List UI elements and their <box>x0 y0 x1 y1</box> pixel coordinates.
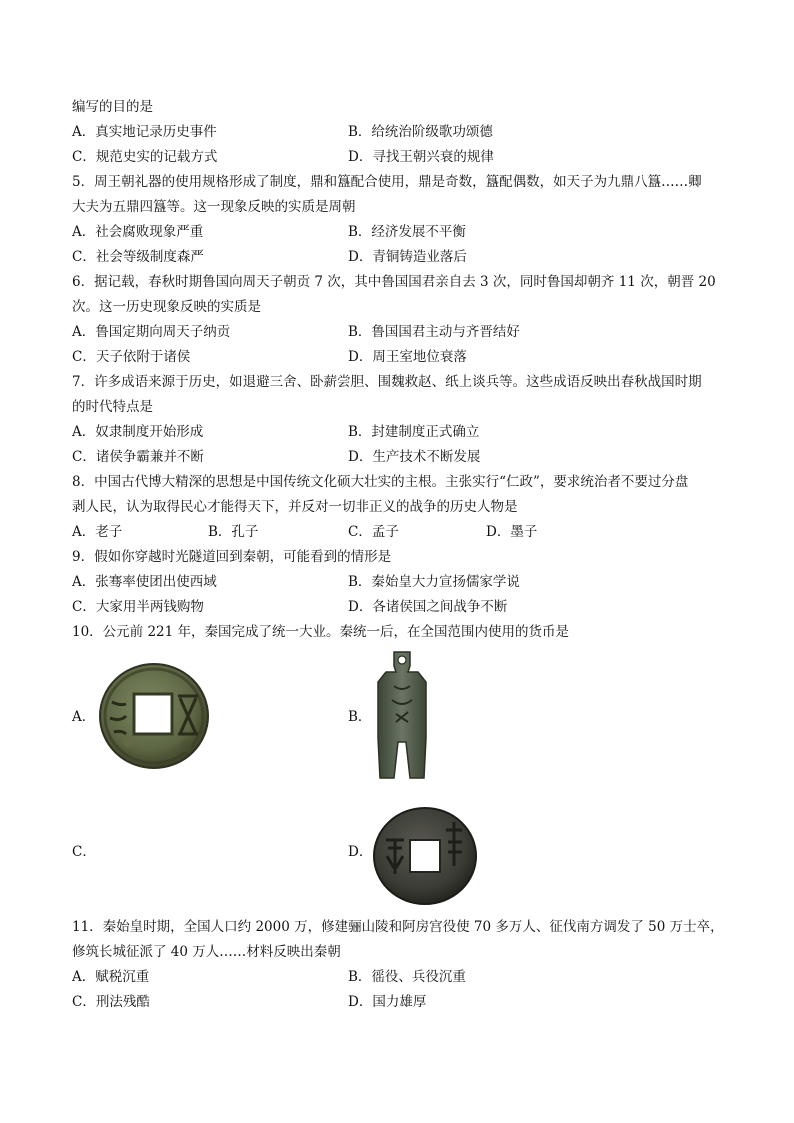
q11-option-c[interactable]: C．刑法残酷 <box>72 994 150 1010</box>
q7-option-b[interactable]: B．封建制度正式确立 <box>348 424 480 440</box>
q6-option-b[interactable]: B．鲁国国君主动与齐晋结好 <box>348 324 520 340</box>
q6-stem-line-1: 6．据记载，春秋时期鲁国向周天子朝贡 7 次，其中鲁国国君亲自去 3 次，同时鲁国却朝齐 11 次，朝晋 20 <box>72 274 716 290</box>
q8-option-c[interactable]: C．孟子 <box>348 524 399 540</box>
q4-option-b[interactable]: B．给统治阶级歌功颂德 <box>348 124 493 140</box>
q9-option-b[interactable]: B．秦始皇大力宣扬儒家学说 <box>348 574 520 590</box>
q10-option-b-label[interactable]: B． <box>348 709 372 725</box>
q5-option-d[interactable]: D．青铜铸造业落后 <box>348 249 467 265</box>
q11-option-b[interactable]: B．徭役、兵役沉重 <box>348 969 466 985</box>
q10-option-d-label[interactable]: D． <box>348 844 373 860</box>
q6-option-a[interactable]: A．鲁国定期向周天子纳贡 <box>72 324 231 340</box>
q9-option-a[interactable]: A．张骞率使团出使西域 <box>72 574 217 590</box>
q8-option-d[interactable]: D．墨子 <box>486 524 538 540</box>
q8-option-a[interactable]: A．老子 <box>72 524 123 540</box>
q11-stem-line-1: 11．秦始皇时期，全国人口约 2000 万，修建骊山陵和阿房宫役使 70 多万人、征伐南方调发了 50 万士卒， <box>72 919 724 935</box>
q8-stem-line-1: 8．中国古代博大精深的思想是中国传统文化硕大壮实的主根。主张实行“仁政”，要求统治者不要过分盘 <box>72 474 689 490</box>
q10-option-c-label[interactable]: C． <box>72 844 96 860</box>
q9-stem: 9．假如你穿越时光隧道回到秦朝，可能看到的情形是 <box>72 549 392 565</box>
q5-stem-line-2: 大夫为五鼎四簋等。这一现象反映的实质是周朝 <box>72 199 356 215</box>
q9-option-d[interactable]: D．各诸侯国之间战争不断 <box>348 599 508 615</box>
q10-option-a-label[interactable]: A． <box>72 709 96 725</box>
q7-option-c[interactable]: C．诸侯争霸兼并不断 <box>72 449 204 465</box>
q7-stem-line-1: 7．许多成语来源于历史，如退避三舍、卧薪尝胆、围魏救赵、纸上谈兵等。这些成语反映出春秋战国时期 <box>72 374 702 390</box>
q6-stem-line-2: 次。这一历史现象反映的实质是 <box>72 299 261 315</box>
q11-option-a[interactable]: A．赋税沉重 <box>72 969 150 985</box>
q10-option-b-spade-coin-image[interactable] <box>374 650 430 782</box>
q9-option-c[interactable]: C．大家用半两钱购物 <box>72 599 204 615</box>
q4-option-a[interactable]: A．真实地记录历史事件 <box>72 124 217 140</box>
q11-stem-line-2: 修筑长城征派了 40 万人……材料反映出秦朝 <box>72 944 341 960</box>
q8-option-b[interactable]: B．孔子 <box>208 524 259 540</box>
q6-option-d[interactable]: D．周王室地位衰落 <box>348 349 467 365</box>
q7-option-d[interactable]: D．生产技术不断发展 <box>348 449 481 465</box>
q11-option-d[interactable]: D．国力雄厚 <box>348 994 427 1010</box>
q10-option-d-banliang-coin-image[interactable] <box>372 806 478 906</box>
q5-stem-line-1: 5．周王朝礼器的使用规格形成了制度，鼎和簋配合使用，鼎是奇数，簋配偶数，如天子为九鼎八簋……卿 <box>72 174 702 190</box>
q8-stem-line-2: 剥人民，认为取得民心才能得天下，并反对一切非正义的战争的历史人物是 <box>72 499 518 515</box>
q5-option-a[interactable]: A．社会腐败现象严重 <box>72 224 204 240</box>
q5-option-c[interactable]: C．社会等级制度森严 <box>72 249 204 265</box>
q6-option-c[interactable]: C．天子依附于诸侯 <box>72 349 191 365</box>
q5-option-b[interactable]: B．经济发展不平衡 <box>348 224 466 240</box>
q10-option-a-coin-image[interactable] <box>98 662 210 770</box>
q4-stem: 编写的目的是 <box>72 99 153 115</box>
q10-stem: 10．公元前 221 年，秦国完成了统一大业。秦统一后，在全国范围内使用的货币是 <box>72 624 570 640</box>
q4-option-c[interactable]: C．规范史实的记载方式 <box>72 149 218 165</box>
q7-option-a[interactable]: A．奴隶制度开始形成 <box>72 424 204 440</box>
q4-option-d[interactable]: D．寻找王朝兴衰的规律 <box>348 149 494 165</box>
q7-stem-line-2: 的时代特点是 <box>72 399 153 415</box>
